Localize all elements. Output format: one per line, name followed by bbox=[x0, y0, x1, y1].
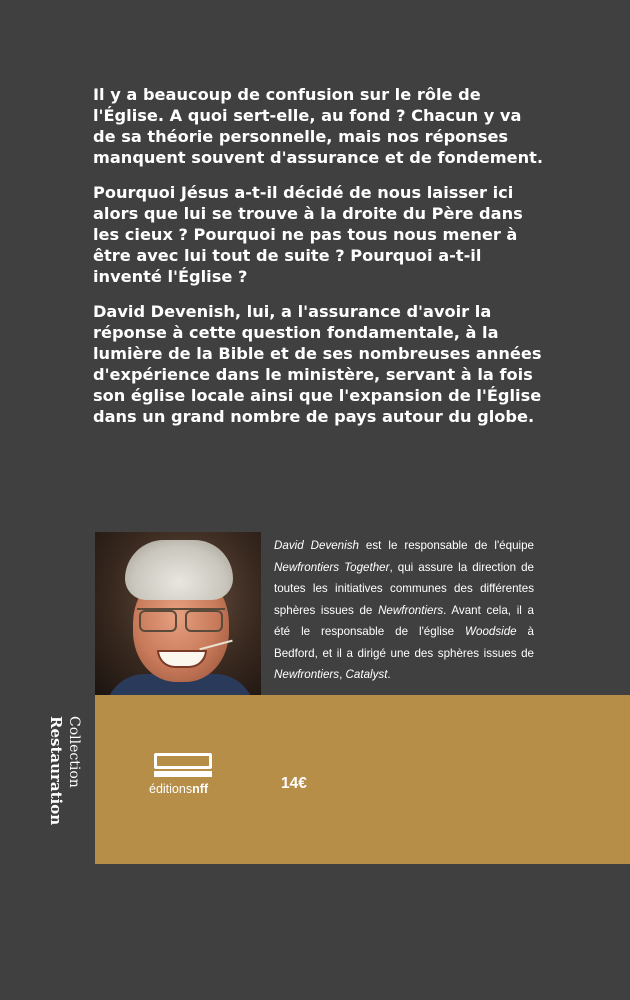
blurb-paragraph-2: Pourquoi Jésus a-t-il décidé de nous laisser ici alors que lui se trouve à la droite du Père dans les cieux ? Pourquoi ne pas tous nous mener à être avec lui tout de suite ? Pourquoi a-t-il inventé l'Église ? bbox=[93, 183, 523, 286]
org-name: Newfrontiers bbox=[274, 668, 340, 681]
publisher-logo bbox=[149, 753, 219, 797]
sphere-name: Catalyst bbox=[345, 668, 388, 681]
author-name: David Devenish bbox=[274, 539, 359, 552]
author-bio: David Devenish est le responsable de l'équipe Newfrontiers Together, qui assure la direction de toutes les initiatives communes des différentes sphères issues de Newfrontiers. Avant cela, il a été le responsable de l'église Woodside à Bedford, et il a dirigé une des sphères issues de Newfrontiers, Catalyst. bbox=[274, 539, 535, 681]
collection-word: Collection bbox=[66, 716, 82, 788]
price: 14€ bbox=[281, 775, 307, 792]
team-name: Newfrontiers Together bbox=[274, 560, 390, 574]
collection-name: Restauration bbox=[47, 716, 65, 826]
publisher-name: éditionsnff bbox=[149, 782, 209, 796]
blurb-paragraph-1: Il y a beaucoup de confusion sur le rôle de l'Église. A quoi sert-elle, au fond ? Chacun y va de sa théorie personnelle, mais nos réponses manquent souvent d'assurance et de fondement. bbox=[93, 85, 543, 167]
collection-label bbox=[45, 716, 83, 846]
back-cover-blurb bbox=[93, 84, 543, 441]
author-photo bbox=[95, 532, 261, 695]
publisher-band bbox=[95, 695, 630, 864]
church-name: Woodside bbox=[465, 625, 517, 638]
blurb-paragraph-3: David Devenish, lui, a l'assurance d'avoir la réponse à cette question fondamentale, à la lumière de la Bible et de ses nombreuses années d'expérience dans le ministère, servant à la fois son église locale ainsi que l'expansion de l'Église dans un grand nombre de pays autour du globe. bbox=[93, 302, 542, 426]
org-name: Newfrontiers bbox=[378, 603, 444, 617]
